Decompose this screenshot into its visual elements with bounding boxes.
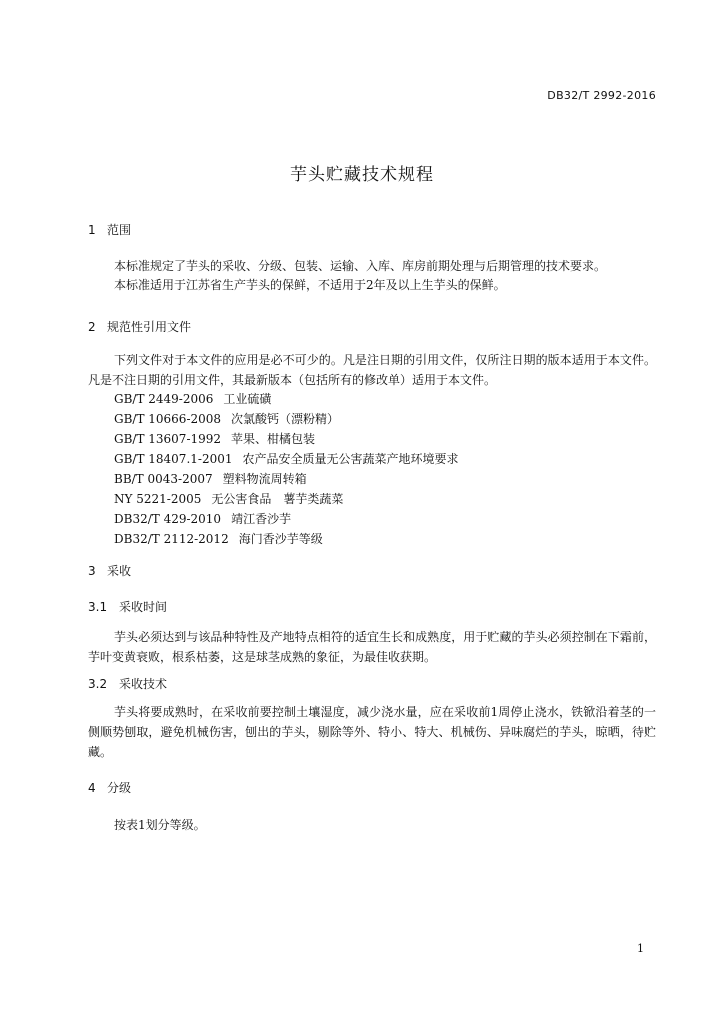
reference-code: GB/T 10666-2008 bbox=[114, 412, 222, 426]
reference-item bbox=[114, 509, 459, 529]
section-number: 4 bbox=[88, 781, 96, 795]
subsection-number: 3.1 bbox=[88, 600, 108, 614]
scope-paragraph-1: 本标准规定了芋头的采收、分级、包装、运输、入库、库房前期处理与后期管理的技术要求。 bbox=[114, 259, 607, 273]
reference-name: 次氯酸钙（漂粉精） bbox=[231, 412, 340, 426]
scope-paragraph-2: 本标准适用于江苏省生产芋头的保鲜，不适用于2年及以上生芋头的保鲜。 bbox=[114, 278, 506, 292]
reference-code: BB/T 0043-2007 bbox=[114, 472, 213, 486]
section-number: 3 bbox=[88, 564, 96, 578]
harvest-technique-paragraph: 芋头将要成熟时，在采收前要控制土壤湿度，减少浇水量，应在采收前1周停止浇水，铁锨沿着茎的一侧顺势刨取，避免机械伤害，刨出的芋头，剔除等外、特小、特大、机械伤、异味腐烂的芋头，晾晒，待贮藏。 bbox=[88, 705, 656, 759]
subsection-number: 3.2 bbox=[88, 677, 108, 691]
section-heading-3 bbox=[88, 562, 131, 579]
section-heading-4 bbox=[88, 779, 131, 796]
harvest-time-paragraph: 芋头必须达到与该品种特性及产地特点相符的适宜生长和成熟度，用于贮藏的芋头必须控制在下霜前，芋叶变黄衰败，根系枯萎，这是球茎成熟的象征，为最佳收获期。 bbox=[88, 630, 656, 664]
references-intro: 下列文件对于本文件的应用是必不可少的。凡是注日期的引用文件，仅所注日期的版本适用于本文件。凡是不注日期的引用文件，其最新版本（包括所有的修改单）适用于本文件。 bbox=[88, 353, 656, 387]
reference-item bbox=[114, 529, 459, 549]
reference-name: 农产品安全质量无公害蔬菜产地环境要求 bbox=[242, 452, 459, 466]
reference-code: GB/T 2449-2006 bbox=[114, 392, 214, 406]
page-title: 芋头贮藏技术规程 bbox=[290, 165, 434, 185]
section-number: 2 bbox=[88, 320, 96, 334]
subsection-title: 采收技术 bbox=[119, 677, 168, 691]
reference-name: 靖江香沙芋 bbox=[231, 512, 292, 526]
reference-item bbox=[114, 449, 459, 469]
section-heading-1 bbox=[88, 221, 131, 238]
reference-code: NY 5221-2005 bbox=[114, 492, 202, 506]
section-number: 1 bbox=[88, 223, 96, 237]
reference-item bbox=[114, 429, 459, 449]
reference-code: GB/T 13607-1992 bbox=[114, 432, 222, 446]
page-number: 1 bbox=[637, 942, 644, 955]
subsection-heading-3-2 bbox=[88, 675, 167, 692]
reference-code: DB32/T 2112-2012 bbox=[114, 532, 229, 546]
reference-name: 海门香沙芋等级 bbox=[238, 532, 323, 546]
reference-item bbox=[114, 409, 459, 429]
reference-name: 塑料物流周转箱 bbox=[222, 472, 307, 486]
subsection-heading-3-1 bbox=[88, 598, 167, 615]
reference-name: 工业硫磺 bbox=[223, 392, 272, 406]
reference-item bbox=[114, 489, 459, 509]
grading-paragraph: 按表1划分等级。 bbox=[114, 818, 206, 832]
section-title: 范围 bbox=[107, 223, 132, 237]
reference-item bbox=[114, 469, 459, 489]
reference-list bbox=[114, 389, 459, 549]
section-heading-2 bbox=[88, 318, 191, 335]
subsection-title: 采收时间 bbox=[119, 600, 168, 614]
reference-code: DB32/T 429-2010 bbox=[114, 512, 222, 526]
reference-name: 苹果、柑橘包装 bbox=[231, 432, 316, 446]
reference-item bbox=[114, 389, 459, 409]
section-title: 规范性引用文件 bbox=[107, 320, 192, 334]
section-title: 采收 bbox=[107, 564, 132, 578]
reference-code: GB/T 18407.1-2001 bbox=[114, 452, 233, 466]
section-title: 分级 bbox=[107, 781, 132, 795]
standard-code: DB32/T 2992-2016 bbox=[547, 89, 656, 102]
reference-name: 无公害食品 薯芋类蔬菜 bbox=[211, 492, 344, 506]
